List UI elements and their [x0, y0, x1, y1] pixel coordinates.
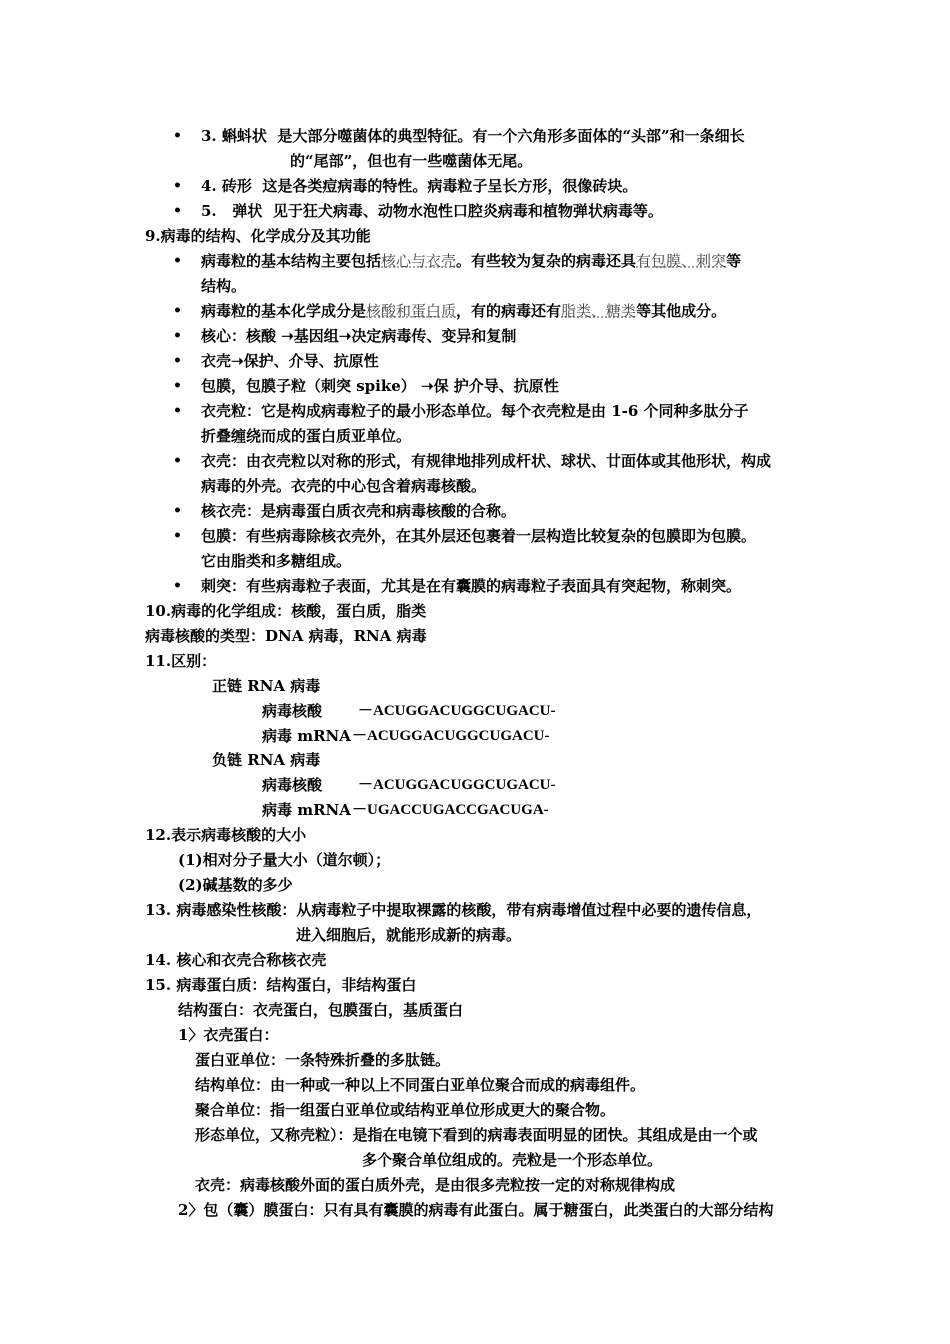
section-13-line-2: 进入细胞后，就能形成新的病毒。 [296, 926, 522, 944]
s9-bullet-nucleocapsid: 核衣壳：是病毒蛋白质衣壳和病毒核酸的合称。 [201, 502, 517, 520]
item-number: 4. [201, 177, 217, 195]
section-15-part-1: 1〉衣壳蛋白： [178, 1026, 279, 1044]
item-number: 5. [201, 202, 217, 220]
section-11-heading: 11.区别： [145, 652, 217, 670]
item-desc: 见于狂犬病毒、动物水泡性口腔炎病毒和植物弹状病毒等。 [272, 202, 663, 220]
text: 。有些较为复杂的病毒还具 [456, 252, 637, 270]
def-capsid: 衣壳：病毒核酸外面的蛋白质外壳，是由很多壳粒按一定的对称规律构成 [195, 1176, 676, 1194]
bullet-icon: • [173, 528, 182, 544]
negative-row-2-label: 病毒 mRNA [262, 801, 351, 819]
text: 病毒粒的基本结构主要包括 [201, 252, 382, 270]
item-term: 弹状 [232, 202, 263, 220]
bullet-icon: • [173, 128, 182, 144]
bullet-icon: • [173, 178, 182, 194]
section-12-item-2: (2)碱基数的多少 [178, 876, 293, 894]
s9-bullet-envelope: 包膜，包膜子粒（刺突 spike） ➝保 护介导、抗原性 [201, 377, 559, 395]
section-9-heading: 9.病毒的结构、化学成分及其功能 [145, 227, 371, 245]
underlined-term: 核酸和蛋白质 [366, 302, 457, 320]
s9-bullet-envelope-def: 包膜：有些病毒除核衣壳外，在其外层还包裹着一层构造比较复杂的包膜即为包膜。 [201, 527, 757, 545]
bullet-icon: • [173, 328, 182, 344]
bullet-icon: • [173, 503, 182, 519]
item-term: 砖形 [221, 177, 252, 195]
s9-bullet-envelope-def-cont: 它由脂类和多糖组成。 [201, 552, 352, 570]
bullet-icon: • [173, 203, 182, 219]
section-12-item-1: (1)相对分子量大小（道尔顿）； [178, 851, 391, 869]
bullet-icon: • [173, 403, 182, 419]
bullet-icon: • [173, 253, 182, 269]
def-structural-unit: 结构单位：由一种或一种以上不同蛋白亚单位聚合而成的病毒组件。 [195, 1076, 646, 1094]
section-10-heading: 10.病毒的化学组成：核酸，蛋白质，脂类 [145, 602, 427, 620]
positive-row-1-seq: －ACUGGACUGGCUGACU- [358, 703, 556, 719]
negative-row-1-label: 病毒核酸 [262, 776, 323, 794]
s9-bullet-structure [201, 251, 741, 271]
s9-bullet-chemistry [201, 301, 726, 321]
section-12-heading: 12.表示病毒核酸的大小 [145, 826, 307, 844]
def-protein-subunit: 蛋白亚单位：一条特殊折叠的多肽链。 [195, 1051, 451, 1069]
text: 等 [726, 252, 742, 270]
s9-bullet-capsid-def-cont: 病毒的外壳。衣壳的中心包含着病毒核酸。 [201, 477, 487, 495]
bullet-icon: • [173, 303, 182, 319]
bullet-icon: • [173, 578, 182, 594]
shape-item-tadpole [201, 126, 745, 146]
section-15-heading: 15. 病毒蛋白质：结构蛋白，非结构蛋白 [145, 976, 417, 994]
shape-item-bullet [201, 201, 663, 221]
negative-row-1-seq: －ACUGGACUGGCUGACU- [358, 777, 556, 793]
text: 病毒粒的基本化学成分是 [201, 302, 367, 320]
section-15-part-2: 2〉包（囊）膜蛋白：只有具有囊膜的病毒有此蛋白。属于糖蛋白，此类蛋白的大部分结构 [178, 1201, 774, 1219]
s9-bullet-core: 核心：核酸 ➝基因组➝决定病毒传、变异和复制 [201, 327, 517, 345]
item-term: 蝌蚪状 [221, 127, 267, 145]
s9-bullet-capsid-def: 衣壳：由衣壳粒以对称的形式，有规律地排列成杆状、球状、廿面体或其他形状，构成 [201, 452, 772, 470]
def-morphological-unit-cont: 多个聚合单位组成的。壳粒是一个形态单位。 [362, 1151, 663, 1169]
text: 等其他成分。 [636, 302, 727, 320]
section-15-sub: 结构蛋白：衣壳蛋白，包膜蛋白，基质蛋白 [178, 1001, 464, 1019]
bullet-icon: • [173, 378, 182, 394]
positive-row-2-seq: －ACUGGACUGGCUGACU- [352, 728, 550, 744]
item-desc: 这是各类痘病毒的特性。病毒粒子呈长方形，很像砖块。 [262, 177, 638, 195]
positive-strand-title: 正链 RNA 病毒 [212, 677, 321, 695]
section-14: 14. 核心和衣壳合称核衣壳 [145, 951, 327, 969]
shape-item-tadpole-cont: 的“尾部”，但也有一些噬菌体无尾。 [290, 152, 533, 170]
item-desc: 是大部分噬菌体的典型特征。有一个六角形多面体的“头部”和一条细长 [277, 127, 745, 145]
underlined-term: 脂类、糖类 [561, 302, 637, 320]
s9-bullet-capsomere-cont: 折叠缠绕而成的蛋白质亚单位。 [201, 427, 412, 445]
s9-bullet-capsomere: 衣壳粒：它是构成病毒粒子的最小形态单位。每个衣壳粒是由 1-6 个同种多肽分子 [201, 402, 749, 420]
section-13-line-1: 13. 病毒感染性核酸：从病毒粒子中提取裸露的核酸，带有病毒增值过程中必要的遗传信息， [145, 901, 762, 919]
s9-bullet-spike: 刺突：有些病毒粒子表面，尤其是在有囊膜的病毒粒子表面具有突起物，称刺突。 [201, 577, 742, 595]
section-10-sub: 病毒核酸的类型：DNA 病毒，RNA 病毒 [145, 627, 427, 645]
negative-strand-title: 负链 RNA 病毒 [212, 751, 321, 769]
underlined-term: 核心与衣壳 [381, 252, 457, 270]
text: ，有的病毒还有 [456, 302, 562, 320]
s9-bullet-structure-cont: 结构。 [201, 277, 247, 295]
s9-bullet-capsid: 衣壳➝保护、介导、抗原性 [201, 352, 379, 370]
shape-item-brick [201, 176, 637, 196]
bullet-icon: • [173, 353, 182, 369]
positive-row-1-label: 病毒核酸 [262, 702, 323, 720]
bullet-icon: • [173, 453, 182, 469]
def-morphological-unit: 形态单位，又称壳粒）：是指在电镜下看到的病毒表面明显的团快。其组成是由一个或 [195, 1126, 758, 1144]
underlined-term: 有包膜、刺突 [636, 252, 727, 270]
positive-row-2-label: 病毒 mRNA [262, 727, 351, 745]
negative-row-2-seq: －UGACCUGACCGACUGA- [352, 802, 549, 818]
def-assembly-unit: 聚合单位：指一组蛋白亚单位或结构亚单位形成更大的聚合物。 [195, 1101, 616, 1119]
item-number: 3. [201, 127, 217, 145]
